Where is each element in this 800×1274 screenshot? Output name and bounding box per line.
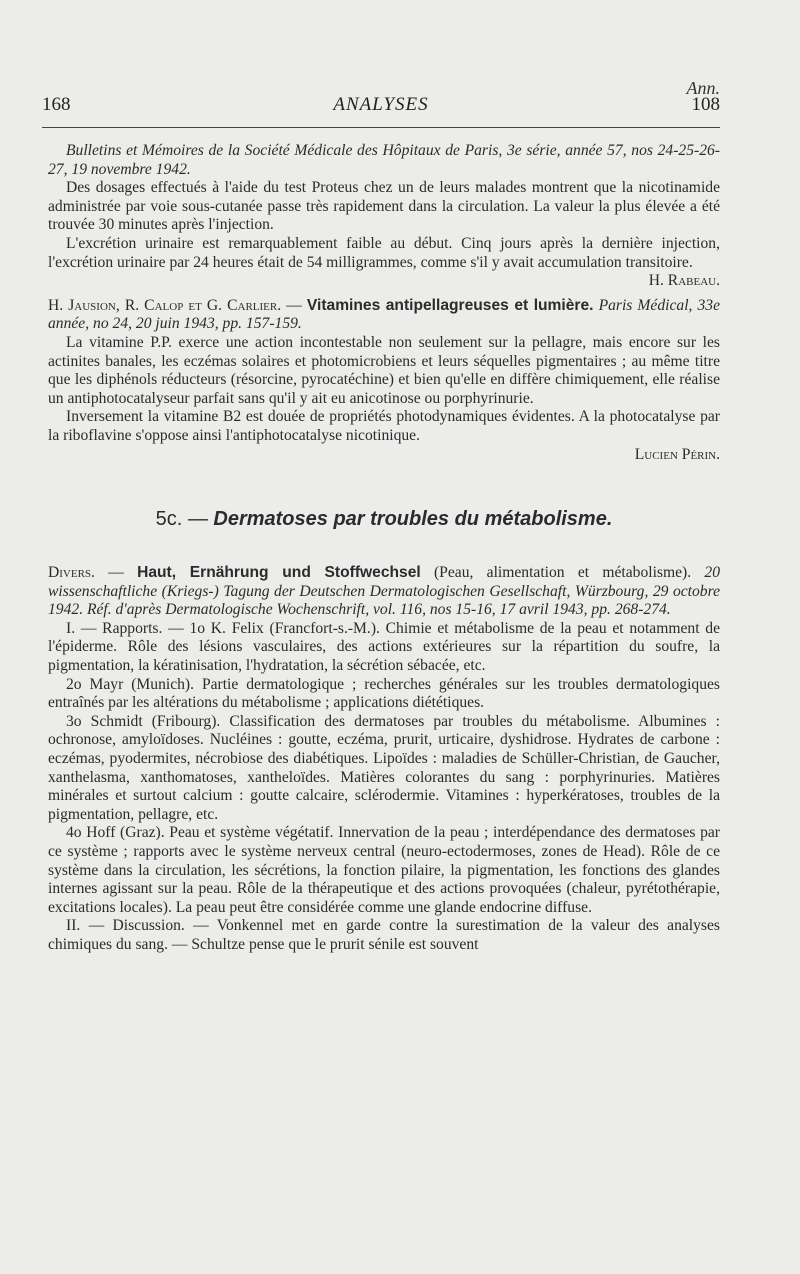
entry3-author: Divers. — — [48, 564, 124, 582]
entry3-paragraph-1: I. — Rapports. — 1o K. Felix (Francfort-s.-M.). Chimie et métabolisme de la peau et notamment de l'épiderme. Rôle des lésions vasculaires, des actions extérieures sur la répartition du soufre, la pigmentation, la kératinisation, l'hydratation, la sécrétion sébacée, etc. — [48, 619, 720, 675]
page-title: ANALYSES — [333, 94, 429, 115]
entry2-authors: H. Jausion, R. Calop et G. Carlier. — — [48, 296, 302, 314]
entry2-title: Vitamines antipellagreuses et lumière. — [306, 296, 594, 314]
entry1-paragraph-2: L'excrétion urinaire est remarquablement faible au début. Cinq jours après la dernière injection, l'excrétion urinaire par 24 heures était de 54 milligrammes, comme s'il y avait accumulation transitoire. — [48, 234, 720, 271]
entry2-heading — [48, 297, 720, 334]
entry2-signature: Lucien Périn. — [634, 445, 720, 463]
running-header — [42, 94, 720, 116]
entry3-heading — [48, 564, 720, 620]
entry1-citation — [48, 142, 720, 179]
header-rule — [42, 127, 720, 128]
entry1-signature: H. Rabeau. — [648, 272, 720, 290]
page-number-left: 168 — [42, 94, 71, 115]
annotation-ann: Ann. — [686, 78, 720, 98]
entry3-title-gloss: (Peau, alimentation et métabolisme). — [433, 564, 692, 582]
entry3-paragraph-5: II. — Discussion. — Vonkennel met en garde contre la surestimation de la valeur des analyses chimiques du sang. — Schultze pense que le prurit sénile est souvent — [48, 917, 720, 953]
section-heading — [48, 508, 720, 530]
page-number-right: 108 — [691, 94, 720, 115]
entry3-paragraph-2: 2o Mayr (Munich). Partie dermatologique ; recherches générales sur les troubles dermatologiques entraînés par les altérations du métabolisme ; applications diététiques. — [48, 675, 720, 712]
entry3-paragraph-3: 3o Schmidt (Fribourg). Classification des dermatoses par troubles du métabolisme. Albumines : ochronose, amyloïdoses. Nucléines : goutte, eczéma, prurit, urticaire, dyshidrose. Hydrates de carbone : eczémas, pyodermites, nécrobiose des diabétiques. Lipoïdes : maladies de Schüller-Christian, de Gaucher, xanthelasma, xanthomatoses, xantheloïdes. Matières colorantes du sang : porphyrinuries. Matières minérales et surtout calcium : goutte calcaire, sclérodermie. Vitamines : hyperkératoses, troubles de la pigmentation, pellagre, etc. — [48, 712, 720, 823]
entry3-source: 20 wissenschaftliche (Kriegs-) Tagung der Deutschen Dermatologischen Gesellschaft, Würzbourg, 29 octobre 1942. Réf. d'après Dermatologische Wochenschrift, vol. 116, nos 15-16, 17 avril 1943, pp. 268-274. — [48, 564, 720, 619]
citation-text: Bulletins et Mémoires de la Société Médicale des Hôpitaux de Paris, 3e série, année 57, nos 24-25-26-27, 19 novembre 1942. — [48, 142, 720, 178]
entry3-paragraph-4: 4o Hoff (Graz). Peau et système végétatif. Innervation de la peau ; interdépendance des dermatoses par ce système ; rapports avec le système nerveux central (neuro-ectodermoses, zones de Head). Rôle de ce système dans la circulation, les sécrétions, la fonction pilaire, la pigmentation, les fonctions des glandes internes agissant sur la peau. Rôle de la thérapeutique et des actions provoquées (chaleur, pyrétothérapie, excitations locales). La peau peut être considérée comme une glande endocrine diffuse. — [48, 824, 720, 916]
section-name: Dermatoses par troubles du métabolisme. — [213, 508, 613, 531]
entry2-paragraph-1: La vitamine P.P. exerce une action incontestable non seulement sur la pellagre, mais encore sur les actinites banales, les eczémas solaires et photomicrobiens et leurs séquelles pigmentaires ; au même titre que les diphénols réducteurs (résorcine, pyrocatéchine) et bien qu'elle en diffère chimiquement, elle réalise un antiphotocatalyseur parfait sans qu'il y ait eu anicotinose ou porphyrinurie. — [48, 333, 720, 407]
article-body — [48, 142, 720, 955]
entry2-reference: Paris Médical, 33e année, no 24, 20 juin 1943, pp. 157-159. — [48, 296, 721, 333]
section-label: 5c. — — [155, 508, 208, 531]
entry1-paragraph-1: Des dosages effectués à l'aide du test Proteus chez un de leurs malades montrent que la nicotinamide administrée par voie sous-cutanée passe très rapidement dans la circulation. La valeur la plus élevée a été trouvée 30 minutes après l'injection. — [48, 179, 720, 234]
entry3-title: Haut, Ernährung und Stoffwechsel — [137, 564, 421, 582]
entry2-paragraph-2: Inversement la vitamine B2 est douée de propriétés photodynamiques évidentes. A la photocatalyse par la riboflavine s'oppose ainsi l'antiphotocatalyse nicotinique. — [48, 408, 720, 444]
